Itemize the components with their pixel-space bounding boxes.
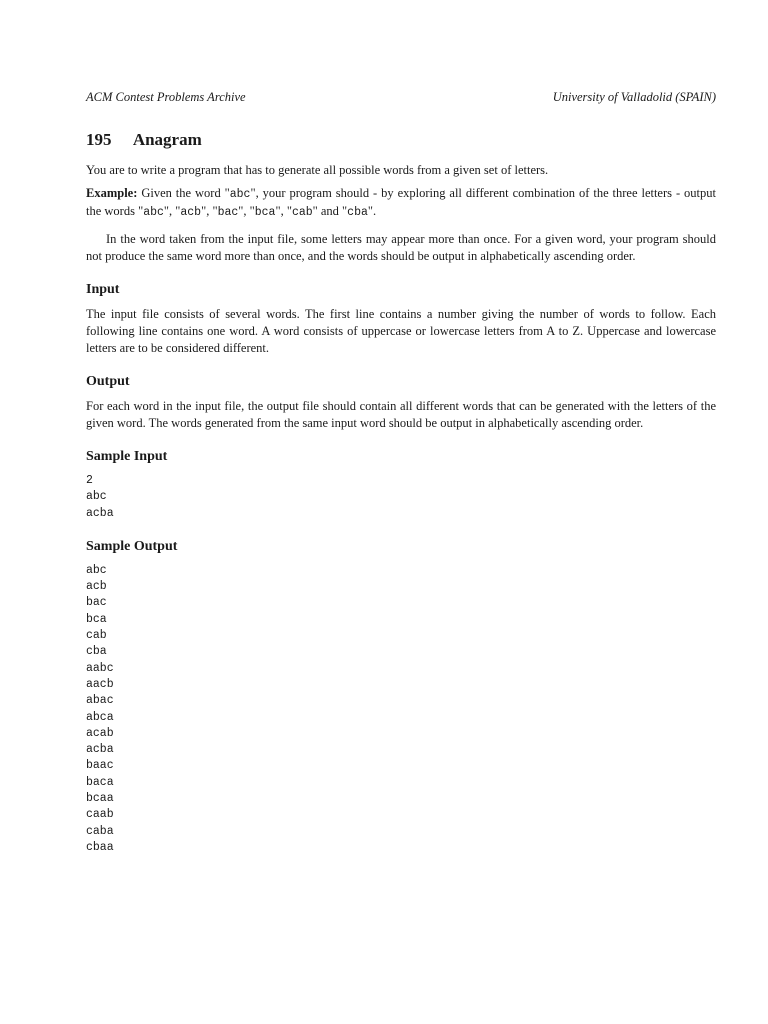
sample-output-line: cba — [86, 645, 107, 659]
sample-output-line: bca — [86, 612, 107, 626]
example-label: Example: — [86, 186, 138, 200]
separator: ", " — [238, 204, 255, 218]
running-header — [86, 90, 716, 105]
sample-output-line: baca — [86, 775, 114, 789]
header-right: University of Valladolid (SPAIN) — [552, 90, 716, 104]
sample-input-line: acba — [86, 506, 114, 520]
separator: " and " — [312, 204, 348, 218]
input-description: The input file consists of several words. The first line contains a number giving the number of words to follow. Each following line contains one word. A word consists of uppercase or lowercase letters from A to Z. Uppercase and lowercase letters are to be considered different. — [86, 307, 716, 355]
separator: ", " — [163, 204, 181, 218]
example-text: Given the word " — [137, 186, 230, 200]
sample-output-line: acb — [86, 580, 107, 594]
sample-output-line: caba — [86, 824, 114, 838]
problem-name: Anagram — [132, 130, 202, 149]
sample-output-line: aacb — [86, 677, 114, 691]
sample-output-line: caab — [86, 808, 114, 822]
sample-input-heading: Sample Input — [86, 449, 168, 464]
sample-output-line: abc — [86, 563, 107, 577]
problem-body — [86, 162, 716, 856]
separator: ", " — [201, 204, 218, 218]
example-output-word: acb — [180, 206, 202, 219]
example-output-word: bca — [254, 206, 276, 219]
input-heading: Input — [86, 282, 120, 297]
intro-paragraph: You are to write a program that has to generate all possible words from a given set of letters. — [86, 163, 549, 177]
output-heading: Output — [86, 374, 130, 389]
sample-output-line: abca — [86, 710, 114, 724]
sample-output-line: aabc — [86, 661, 114, 675]
example-output-word: cab — [291, 206, 313, 219]
separator: ". — [367, 204, 377, 218]
separator: ", " — [275, 204, 292, 218]
problem-title — [86, 130, 202, 150]
sample-output-line: acab — [86, 726, 114, 740]
sample-output-block — [86, 563, 716, 856]
sample-input-line: 2 — [86, 474, 93, 487]
example-output-word: bac — [217, 206, 239, 219]
header-left: ACM Contest Problems Archive — [86, 90, 246, 104]
example-word: abc — [229, 188, 251, 201]
example-output-word: abc — [143, 206, 164, 219]
repeat-letters-paragraph: In the word taken from the input file, some letters may appear more than once. For a given word, your program should not produce the same word more than once, and the words should be output in alphabetically ascending order. — [86, 232, 716, 263]
sample-input-line: abc — [86, 490, 107, 504]
sample-output-line: abac — [86, 694, 114, 708]
sample-input-block — [86, 473, 716, 522]
example-paragraph — [86, 185, 716, 221]
sample-output-line: cbaa — [86, 840, 114, 854]
sample-output-line: bac — [86, 596, 107, 610]
example-output-word: cba — [347, 206, 368, 219]
sample-output-line: acba — [86, 743, 114, 757]
sample-output-line: bcaa — [86, 792, 114, 806]
example-text: ", your program should - by exploring all different combination of the three letters - output the words " — [86, 186, 716, 218]
problem-number: 195 — [86, 130, 112, 149]
output-description: For each word in the input file, the output file should contain all different words that can be generated with the letters of the given word. The words generated from the same input word should be output in alphabetically ascending order. — [86, 399, 716, 430]
sample-output-line: baac — [86, 759, 114, 773]
sample-output-line: cab — [86, 629, 107, 643]
sample-output-heading: Sample Output — [86, 538, 178, 554]
